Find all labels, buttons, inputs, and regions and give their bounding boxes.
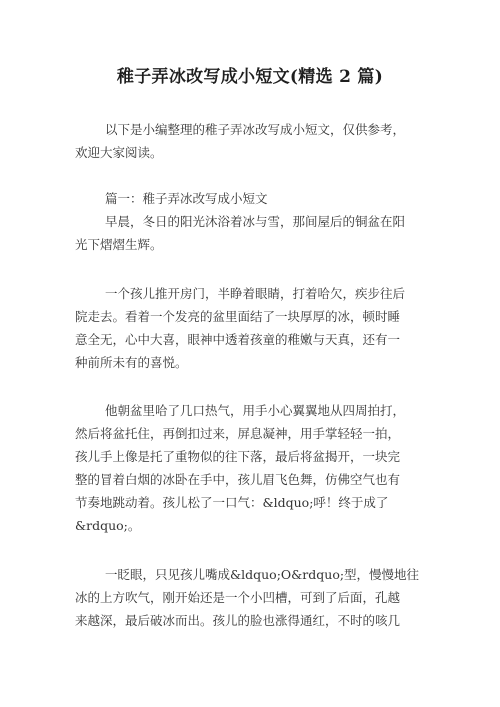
paragraph-body xyxy=(75,399,435,537)
text-line: 早晨，冬日的阳光沐浴着冰与雪，那间屋后的铜盆在阳 xyxy=(105,214,406,229)
text-line: 一眨眼，只见孩儿嘴成&ldquo;O&rdquo;型，慢慢地往 xyxy=(105,567,420,582)
text-line: &rdquo;。 xyxy=(75,518,141,533)
text-line: 孩儿手上像是托了重物似的往下落，最后将盆揭开，一块完 xyxy=(75,449,401,464)
text-line: 光下熠熠生辉。 xyxy=(75,237,163,252)
paragraph-section-heading xyxy=(75,187,435,256)
text-line: 他朝盆里哈了几口热气，用手小心翼翼地从四周拍打， xyxy=(105,403,406,418)
text-line: 来越深，最后破冰而出。孩儿的脸也涨得通红，不时的咳几 xyxy=(75,613,401,628)
text-line: 节奏地跳动着。孩儿松了一口气：&ldquo;呼！终于成了 xyxy=(75,495,389,510)
section-heading: 篇一：稚子弄冰改写成小短文 xyxy=(105,191,268,206)
text-line: 然后将盆托住，再倒扣过来，屏息凝神，用手掌轻轻一拍， xyxy=(75,426,401,441)
text-line: 种前所未有的喜悦。 xyxy=(75,355,188,370)
paragraph-body xyxy=(75,563,435,632)
text-line: 冰的上方吹气，刚开始还是一个小凹槽，可到了后面，孔越 xyxy=(75,590,401,605)
text-line: 意全无，心中大喜，眼神中透着孩童的稚嫩与天真，还有一 xyxy=(75,332,401,347)
text-line: 整的冒着白烟的冰卧在手中，孩儿眉飞色舞，仿佛空气也有 xyxy=(75,472,401,487)
text-line: 欢迎大家阅读。 xyxy=(75,145,163,160)
paragraph-body xyxy=(75,282,435,374)
document-title: 稚子弄冰改写成小短文(精选 2 篇) xyxy=(116,67,384,87)
text-line: 以下是小编整理的稚子弄冰改写成小短文，仅供参考， xyxy=(105,122,406,137)
paragraph-intro xyxy=(75,118,435,164)
text-line: 院走去。看着一个发亮的盆里面结了一块厚厚的冰，顿时睡 xyxy=(75,309,401,324)
text-line: 一个孩儿推开房门，半睁着眼睛，打着哈欠，疾步往后 xyxy=(105,286,406,301)
